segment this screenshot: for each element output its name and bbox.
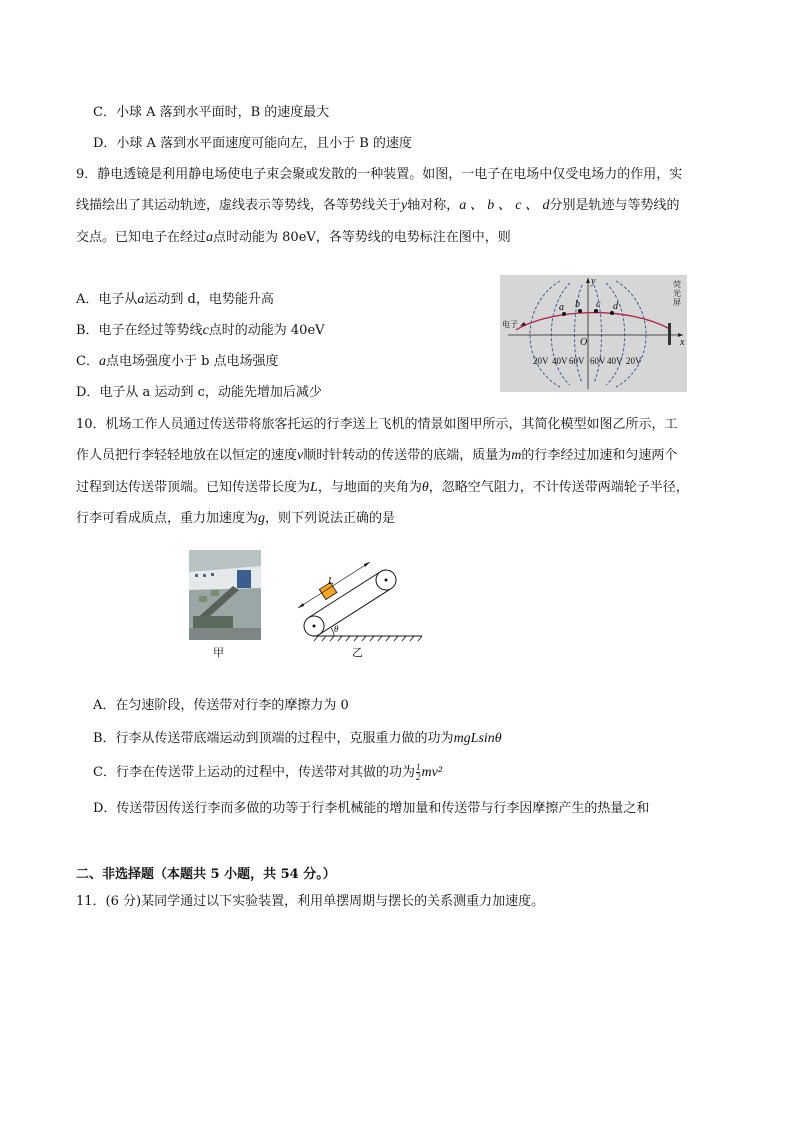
q9-option-d: D．电子从 a 运动到 c，动能先增加后减少 [76, 385, 322, 400]
q9-option-b: B．电子在经过等势线c点时的动能为 40eV [76, 323, 325, 338]
potential-label-4: 60V [590, 356, 606, 366]
q10-stem-line2: 作人员把行李轻轻地放在以恒定的速度v顺时针转动的传送带的底端，质量为m的行李经过加速和匀速两个 [76, 448, 678, 463]
potential-label-1: 20V [533, 356, 549, 366]
label-screen-3: 屏 [673, 298, 681, 307]
q10-option-c: C．行李在传送带上运动的过程中，传送带对其做的功为 $\frac{1}{2}$ mv² [93, 762, 442, 782]
q10-option-b: B．行李从传送带底端运动到顶端的过程中，克服重力做的功为mgLsinθ [93, 731, 502, 746]
q9-stem-line2: 线描绘出了其运动轨迹，虚线表示等势线，各等势线关于y轴对称，a 、 b 、 c 、 d分别是轨迹与等势线的 [76, 198, 680, 213]
label-c: c [596, 299, 601, 310]
label-d: d [613, 301, 618, 312]
section-title: 二、非选择题（本题共 5 小题，共 54 分。） [76, 867, 336, 882]
fraction-half: $\frac{1}{2}$ [415, 762, 421, 782]
q8-option-d: D．小球 A 落到水平面速度可能向左，且小于 B 的速度 [93, 136, 412, 151]
figure-yi-caption: 乙 [352, 646, 363, 659]
label-a: a [559, 302, 564, 313]
potential-label-6: 20V [626, 356, 642, 366]
label-L: L [328, 576, 334, 587]
fluorescent-screen [668, 323, 671, 345]
label-origin: O [580, 337, 588, 348]
label-screen-1: 荧 [673, 280, 681, 289]
label-y: y [591, 276, 596, 287]
q10-stem-line1: 10．机场工作人员通过传送带将旅客托运的行李送上飞机的情景如图甲所示，其简化模型如图乙所示，工 [76, 417, 678, 432]
q11-stem-line1: 11．(6 分)某同学通过以下实验装置，利用单摆周期与摆长的关系测重力加速度。 [76, 894, 545, 909]
q10-stem-line4: 行李可看成质点，重力加速度为g，则下列说法正确的是 [76, 511, 396, 526]
electrostatic-lens-figure [500, 275, 687, 392]
q10-option-d: D．传送带因传送行李而多做的功等于行李机械能的增加量和传送带与行李因摩擦产生的热量之和 [93, 801, 650, 816]
q9-option-c: C．a点电场强度小于 b 点电场强度 [76, 354, 279, 369]
q9-stem-line1: 9．静电透镜是利用静电场使电子束会聚或发散的一种装置。如图，一电子在电场中仅受电场力的作用，实 [76, 167, 683, 182]
q9-stem-line3: 交点。已知电子在经过a点时动能为 80eV，各等势线的电势标注在图中，则 [76, 230, 511, 245]
q10-option-a: A．在匀速阶段，传送带对行李的摩擦力为 0 [93, 698, 349, 713]
q9-option-a: A．电子从a运动到 d，电势能升高 [76, 292, 274, 307]
figure-jia-caption: 甲 [213, 646, 224, 659]
conveyor-belt-diagram [290, 560, 422, 642]
q8-option-c: C．小球 A 落到水平面时，B 的速度最大 [93, 105, 330, 120]
baggage-loader-photo [189, 550, 261, 640]
label-screen-2: 光 [673, 289, 681, 298]
label-x: x [680, 337, 685, 348]
potential-label-3: 60V [569, 356, 585, 366]
label-theta: θ [334, 624, 339, 634]
potential-label-2: 40V [552, 356, 568, 366]
potential-label-5: 40V [607, 356, 623, 366]
label-electron: 电子 [502, 320, 518, 329]
q10-stem-line3: 过程到达传送带顶端。已知传送带长度为L，与地面的夹角为θ，忽略空气阻力，不计传送带两端轮子半径， [76, 480, 689, 495]
label-b: b [575, 299, 580, 310]
